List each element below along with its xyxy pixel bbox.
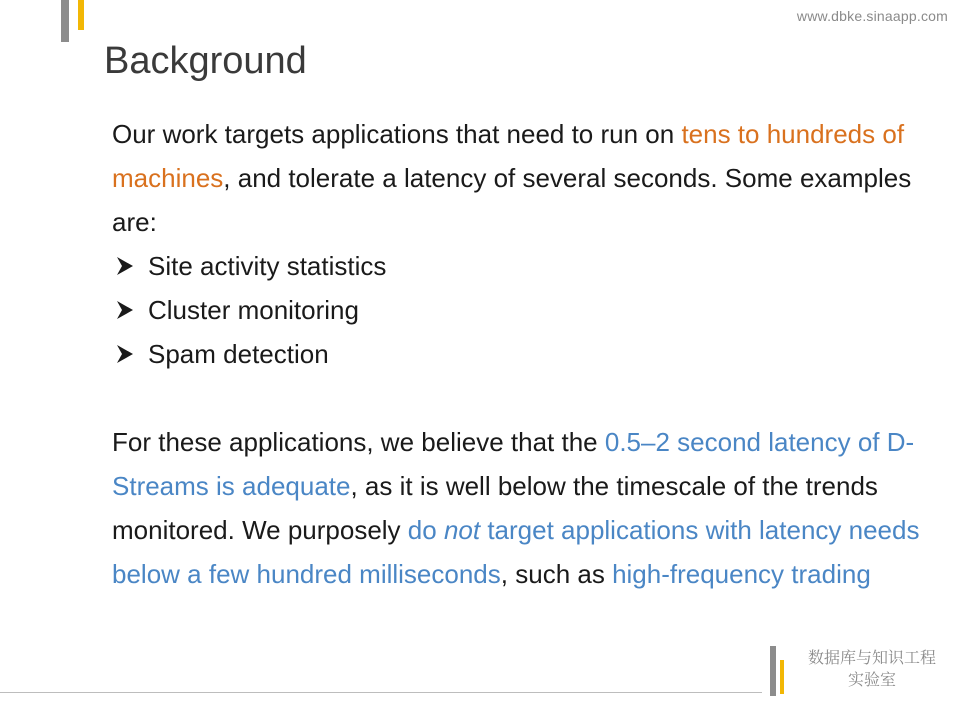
decorative-bar-grey <box>61 0 69 42</box>
lab-name-line-1: 数据库与知识工程 <box>807 650 936 667</box>
lab-name <box>792 648 952 692</box>
latency-text-3: , such as <box>500 559 613 589</box>
intro-highlight: tens to hundreds of machines <box>112 119 905 193</box>
footer-bar-yellow <box>780 660 784 694</box>
intro-paragraph <box>112 112 932 244</box>
lab-name-line-2: 实验室 <box>847 672 896 689</box>
list-item <box>112 332 932 376</box>
not-target-highlight-a: do <box>407 515 444 545</box>
not-target-emphasis: not <box>443 515 481 545</box>
footer-divider <box>0 692 762 693</box>
list-item <box>112 244 932 288</box>
latency-highlight: 0.5–2 second latency of D-Streams is adequate <box>112 427 915 501</box>
not-target-highlight-c: target applications with latency needs below a few hundred milliseconds <box>112 515 920 589</box>
footer-bar-grey <box>770 646 776 696</box>
site-url: www.dbke.sinaapp.com <box>796 8 948 24</box>
arrow-bullet-icon <box>112 253 138 279</box>
arrow-bullet-icon <box>112 297 138 323</box>
arrow-bullet-icon <box>112 341 138 367</box>
list-item-label: Cluster monitoring <box>148 295 359 325</box>
intro-text-2: , and tolerate a latency of several seconds. Some examples are: <box>112 163 912 237</box>
intro-text-1: Our work targets applications that need to run on <box>112 119 682 149</box>
list-item-label: Spam detection <box>148 339 329 369</box>
latency-paragraph <box>112 420 932 596</box>
latency-text-2: , as it is well below the timescale of the trends monitored. We purposely <box>112 471 878 545</box>
hft-highlight: high-frequency trading <box>612 559 871 589</box>
list-item <box>112 288 932 332</box>
examples-list <box>112 244 932 376</box>
slide-content <box>112 112 932 596</box>
decorative-bar-yellow <box>78 0 84 30</box>
paragraph-spacer <box>112 376 932 420</box>
latency-text-1: For these applications, we believe that the <box>112 427 605 457</box>
slide-title: Background <box>104 40 307 82</box>
list-item-label: Site activity statistics <box>148 251 387 281</box>
